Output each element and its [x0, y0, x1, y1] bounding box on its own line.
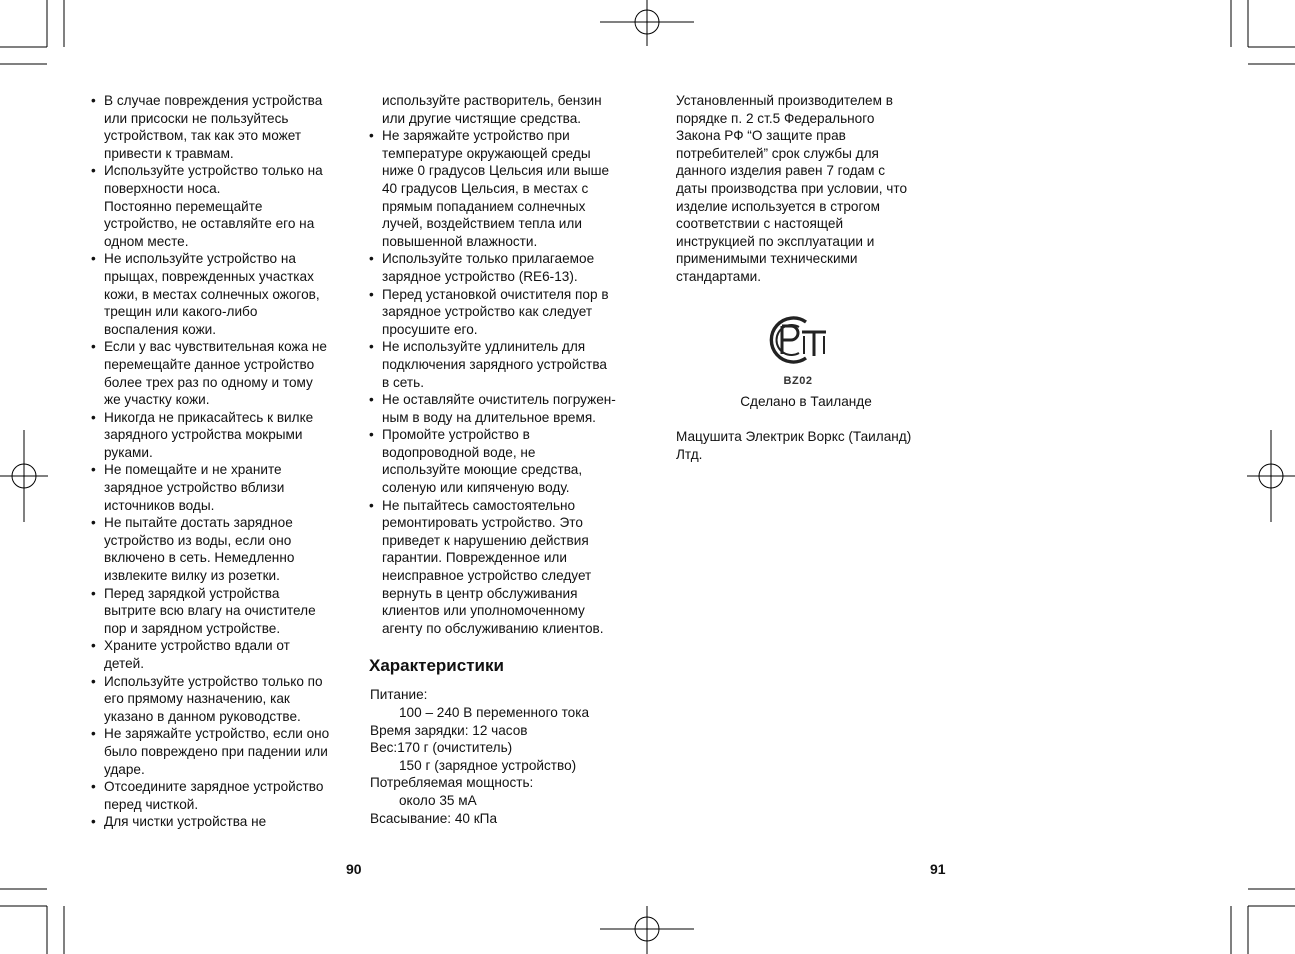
text-line: используйте моющие средства,: [382, 462, 583, 478]
text-line: • Не используйте удлинитель для: [382, 339, 586, 355]
made-in-text: Сделано в Таиланде: [740, 394, 872, 409]
text-line: изделие используется в строгом: [676, 198, 881, 214]
text-line: детей.: [104, 656, 145, 671]
text-line: подключения зарядного устройства: [382, 356, 607, 372]
text-line: устройством, так как это может: [104, 128, 302, 144]
text-line: • Перед установкой очистителя пор в: [382, 286, 609, 302]
text-line: перед чисткой.: [104, 796, 199, 812]
text-line: зарядное устройство как следует: [382, 304, 593, 320]
text-line: прыщах, поврежденных участках: [104, 268, 314, 284]
registration-mark-right: [1247, 430, 1295, 522]
text-line: применимыми техническими: [676, 251, 858, 267]
text-line: гарантии. Поврежденное или: [382, 550, 567, 566]
text-line: в сеть.: [382, 374, 424, 390]
text-line: зарядное устройство (RE6-13).: [382, 268, 578, 284]
text-line: более трех раз по одному и тому: [104, 374, 313, 390]
spec-power-value: 100 – 240 В переменного тока: [399, 705, 590, 720]
spec-weight-value-2: 150 г (зарядное устройство): [399, 757, 577, 773]
text-line: • Не пытайте достать зарядное: [104, 515, 293, 531]
manufacturer-text: [676, 428, 936, 463]
list-item: [90, 637, 352, 672]
text-line: используйте растворитель, бензин: [382, 93, 602, 108]
text-line: ударе.: [104, 761, 145, 777]
text-line: • Промойте устройство в: [382, 427, 530, 443]
list-item: [90, 673, 352, 726]
text-line: • Храните устройство вдали от: [104, 638, 290, 654]
text-line: даты производства при условии, что: [676, 180, 908, 196]
text-line: просушите его.: [382, 321, 478, 337]
text-line: Постоянно перемещайте: [104, 198, 263, 214]
text-line: или другие чистящие средства.: [382, 110, 582, 126]
list-item: [90, 250, 352, 338]
safety-list-left: [90, 92, 352, 831]
text-line: соленую или кипяченую воду.: [382, 480, 570, 496]
list-item: [90, 162, 352, 250]
text-line: соответствии с настоящей: [676, 216, 844, 232]
list-item: [368, 250, 636, 285]
text-line: инструкцией по эксплуатации и: [676, 233, 875, 249]
text-line: перемещайте данное устройство: [104, 356, 315, 372]
list-item: [90, 514, 352, 584]
specs-block: [368, 686, 636, 827]
text-line: пор и зарядном устройстве.: [104, 620, 281, 636]
text-line: его прямому назначению, как: [104, 691, 290, 707]
list-item: [368, 426, 636, 496]
list-item: [368, 497, 636, 638]
text-line: или присоски не пользуйтесь: [104, 110, 289, 126]
spec-power-label: Питание:: [370, 687, 428, 703]
text-line: вытрите всю влагу на очистителе: [104, 603, 316, 619]
list-item: [368, 391, 636, 426]
registration-mark-bottom: [600, 906, 694, 954]
text-line: извлеките вилку из розетки.: [104, 568, 280, 584]
text-line: Мацушита Электрик Воркс (Таиланд): [676, 429, 912, 444]
service-life-text: [676, 92, 936, 286]
spec-charge-time: Время зарядки: 12 часов: [370, 722, 528, 738]
list-item: [368, 286, 636, 339]
text-line: • Не помещайте и не храните: [104, 462, 282, 478]
text-line: порядке п. 2 ст.5 Федерального: [676, 110, 875, 126]
list-item: [90, 813, 352, 831]
text-line: Установленный производителем в: [676, 93, 893, 108]
text-line: • Используйте только прилагаемое: [382, 251, 595, 267]
text-line: зарядного устройства мокрыми: [104, 427, 303, 443]
safety-list-middle: [368, 127, 636, 637]
text-line: температуре окружающей среды: [382, 145, 591, 161]
text-line: было повреждено при падении или: [104, 743, 328, 759]
text-line: • Не заряжайте устройство, если оно: [104, 726, 330, 742]
text-line: • Не пытайтесь самостоятельно: [382, 497, 576, 513]
text-line: зарядное устройство вблизи: [104, 480, 285, 496]
text-line: • Не используйте устройство на: [104, 251, 296, 267]
text-line: повышенной влажности.: [382, 233, 538, 249]
list-item: [368, 127, 636, 250]
specs-heading: Характеристики: [369, 656, 504, 676]
list-item: [368, 338, 636, 391]
text-line: воспаления кожи.: [104, 321, 217, 337]
text-line: одном месте.: [104, 233, 189, 249]
certification-mark: [762, 312, 834, 387]
list-item: [90, 92, 352, 162]
text-line: • Используйте устройство только на: [104, 163, 323, 179]
middle-column: [368, 92, 636, 827]
text-line: Лтд.: [676, 446, 703, 462]
text-line: Закона РФ “О защите прав: [676, 128, 846, 144]
text-line: трещин или какого-либо: [104, 304, 258, 320]
text-line: • Не оставляйте очиститель погружен-: [382, 392, 616, 408]
page-number-left: 90: [346, 861, 362, 877]
text-line: агенту по обслуживанию клиентов.: [382, 620, 604, 636]
text-line: лучей, воздействием тепла или: [382, 216, 582, 232]
text-line: • Используйте устройство только по: [104, 673, 323, 689]
text-line: 40 градусов Цельсия, в местах с: [382, 180, 589, 196]
text-line: приведет к нарушению действия: [382, 532, 589, 548]
text-line: стандартами.: [676, 268, 762, 284]
list-item: [90, 338, 352, 408]
right-column: [676, 92, 936, 286]
text-line: ным в воду на длительное время.: [382, 409, 596, 425]
text-line: же участку кожи.: [104, 392, 210, 408]
spec-suction: Всасывание: 40 кПа: [370, 810, 498, 826]
text-line: указано в данном руководстве.: [104, 708, 301, 724]
list-item: [90, 725, 352, 778]
text-line: устройство, не оставляйте его на: [104, 216, 315, 232]
text-line: • Никогда не прикасайтесь к вилке: [104, 409, 314, 425]
list-item: [90, 778, 352, 813]
spec-consumption-label: Потребляемая мощность:: [370, 775, 534, 791]
text-line: • Для чистки устройства не: [104, 814, 267, 830]
text-line: источников воды.: [104, 497, 215, 513]
list-item: [90, 585, 352, 638]
text-line: поверхности носа.: [104, 180, 221, 196]
text-line: привести к травмам.: [104, 145, 234, 161]
registration-mark-left: [0, 430, 48, 522]
text-line: вернуть в центр обслуживания: [382, 585, 578, 601]
continuation-text: [368, 92, 636, 127]
logo-code: BZ02: [783, 375, 813, 387]
text-line: ниже 0 градусов Цельсия или выше: [382, 163, 610, 179]
text-line: ремонтировать устройство. Это: [382, 515, 583, 531]
text-line: водопроводной воде, не: [382, 444, 536, 460]
text-line: • Отсоедините зарядное устройство: [104, 779, 324, 795]
text-line: • Не заряжайте устройство при: [382, 128, 570, 144]
text-line: потребителей” срок службы для: [676, 145, 879, 161]
text-line: • Перед зарядкой устройства: [104, 585, 280, 601]
registration-mark-top: [600, 0, 694, 46]
text-line: • В случае повреждения устройства: [104, 93, 323, 108]
text-line: устройство из воды, если оно: [104, 532, 292, 548]
rst-certification-mark-icon: [766, 312, 830, 368]
text-line: • Если у вас чувствительная кожа не: [104, 339, 327, 355]
spec-weight-value: 170 г (очиститель): [397, 740, 513, 756]
text-line: неисправное устройство следует: [382, 568, 592, 584]
text-line: прямым попаданием солнечных: [382, 198, 586, 214]
left-column: [90, 92, 352, 831]
list-item: [90, 409, 352, 462]
text-line: данного изделия равен 7 годам с: [676, 163, 885, 179]
spec-weight: [370, 739, 636, 757]
text-line: включено в сеть. Немедленно: [104, 550, 295, 566]
text-line: клиентов или уполномоченному: [382, 603, 585, 619]
text-line: руками.: [104, 444, 153, 460]
page-number-right: 91: [930, 861, 946, 877]
list-item: [90, 461, 352, 514]
text-line: кожи, в местах солнечных ожогов,: [104, 286, 320, 302]
spec-weight-label: Вес:: [370, 740, 398, 756]
spec-consumption-value: около 35 мА: [399, 792, 477, 808]
